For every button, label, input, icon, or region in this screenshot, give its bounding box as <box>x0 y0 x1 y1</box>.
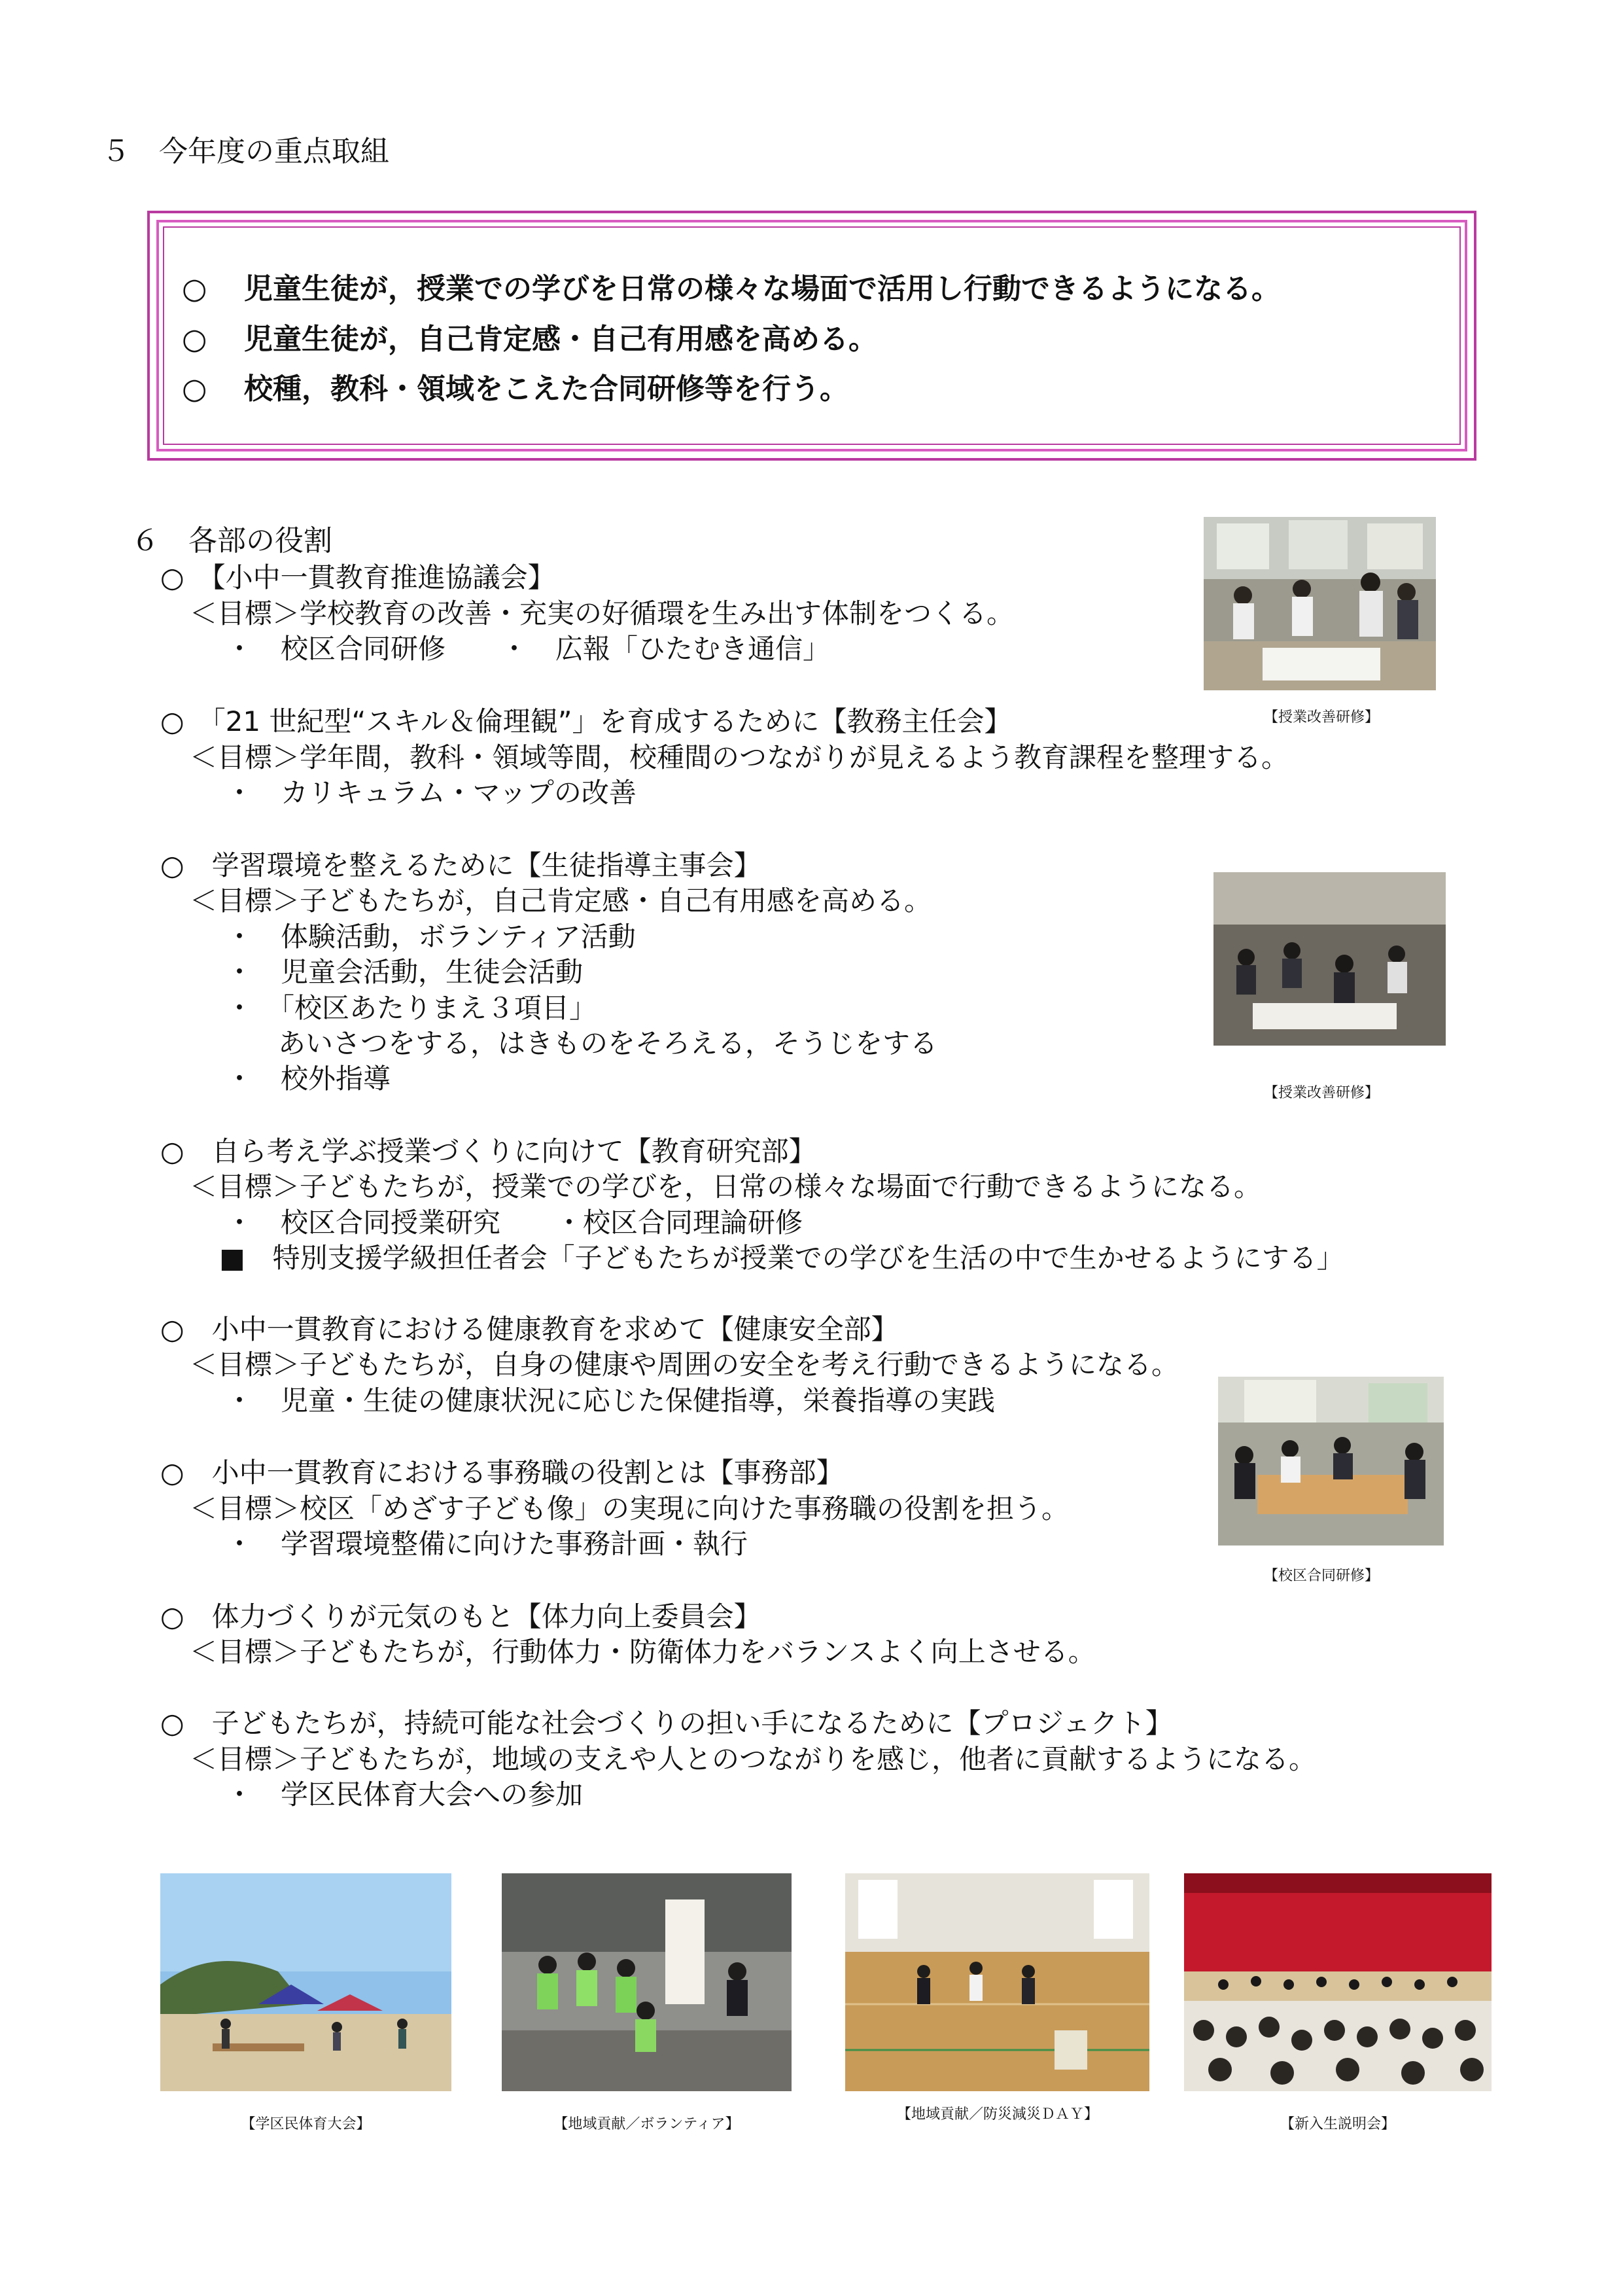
dept-title: ○ 自ら考え学ぶ授業づくりに向けて【教育研究部】 <box>160 1135 816 1167</box>
photo-caption: 【学区民体育大会】 <box>241 2116 371 2132</box>
training-photo <box>1204 517 1436 690</box>
dept-title: ○ 学習環境を整えるために【生徒指導主事会】 <box>160 849 761 881</box>
dept-bullet: ・ 学習環境整備に向けた事務計画・執行 <box>226 1528 748 1560</box>
photo-caption: 【授業改善研修】 <box>1263 1085 1379 1101</box>
photo-caption: 【地域貢献／防災減災ＤＡＹ】 <box>896 2106 1098 2123</box>
goal-item: ○ 校種，教科・領域をこえた合同研修等を行う。 <box>182 372 848 406</box>
dept-bullet: ・ 校区合同研修 ・ 広報「ひたむき通信」 <box>226 633 831 665</box>
dept-bullet: ・ カリキュラム・マップの改善 <box>226 777 637 809</box>
training-photo <box>1213 872 1446 1046</box>
photo-caption: 【校区合同研修】 <box>1263 1568 1379 1584</box>
volunteer-photo <box>502 1873 792 2091</box>
training-photo <box>1218 1377 1444 1545</box>
photo-caption: 【地域貢献／ボランティア】 <box>553 2116 740 2132</box>
section6-heading: ６ 各部の役割 <box>131 524 332 557</box>
orientation-photo <box>1184 1873 1492 2091</box>
dept-title: ○ 体力づくりが元気のもと【体力向上委員会】 <box>160 1600 761 1633</box>
photo-caption: 【新入生説明会】 <box>1280 2116 1395 2132</box>
photo-caption: 【授業改善研修】 <box>1263 709 1379 726</box>
section5-heading: ５ 今年度の重点取組 <box>101 135 389 168</box>
dept-bullet: ・ 学区民体育大会への参加 <box>226 1778 584 1810</box>
disaster-day-photo <box>845 1873 1149 2091</box>
sports-festival-photo <box>160 1873 451 2091</box>
dept-bullet: ・ 児童会活動，生徒会活動 <box>226 956 584 988</box>
dept-title: ○ 「21 世紀型“スキル＆倫理観”」を育成するために【教務主任会】 <box>160 705 1012 737</box>
dept-title: ○ 【小中一貫教育推進協議会】 <box>160 561 555 593</box>
dept-goal: ＜目標＞子どもたちが，授業での学びを，日常の様々な場面で行動できるようになる。 <box>190 1171 1262 1203</box>
dept-bullet: ・ 体験活動，ボランティア活動 <box>226 921 636 953</box>
dept-bullet: ・ 校外指導 <box>226 1063 391 1095</box>
dept-bullet: ・ 児童・生徒の健康状況に応じた保健指導，栄養指導の実践 <box>226 1385 996 1417</box>
dept-title: ○ 子どもたちが，持続可能な社会づくりの担い手になるために【プロジェクト】 <box>160 1707 1173 1739</box>
dept-goal: ＜目標＞学校教育の改善・充実の好循環を生み出す体制をつくる。 <box>190 597 1015 629</box>
goal-item: ○ 児童生徒が，授業での学びを日常の様々な場面で活用し行動できるようになる。 <box>182 272 1280 306</box>
dept-goal: ＜目標＞子どもたちが，行動体力・防衛体力をバランスよく向上させる。 <box>190 1636 1096 1668</box>
dept-goal: ＜目標＞子どもたちが，自身の健康や周囲の安全を考え行動できるようになる。 <box>190 1349 1179 1381</box>
dept-title: ○ 小中一貫教育における事務職の役割とは【事務部】 <box>160 1457 844 1489</box>
dept-goal: ＜目標＞子どもたちが，自己肯定感・自己有用感を高める。 <box>190 885 932 917</box>
dept-bullet-detail: あいさつをする，はきものをそろえる，そうじをする <box>278 1027 938 1059</box>
dept-bullet: ・ 「校区あたりまえ３項目」 <box>226 992 597 1024</box>
dept-goal: ＜目標＞子どもたちが，地域の支えや人とのつながりを感じ，他者に貢献するようになる。 <box>190 1743 1317 1775</box>
goal-item: ○ 児童生徒が，自己肯定感・自己有用感を高める。 <box>182 323 877 356</box>
dept-bullet: ・ 校区合同授業研究 ・校区合同理論研修 <box>226 1207 803 1239</box>
dept-goal: ＜目標＞校区「めざす子ども像」の実現に向けた事務職の役割を担う。 <box>190 1492 1070 1525</box>
dept-title: ○ 小中一貫教育における健康教育を求めて【健康安全部】 <box>160 1313 899 1345</box>
dept-note: ■ 特別支援学級担任者会「子どもたちが授業での学びを生活の中で生かせるようにする」 <box>219 1242 1344 1274</box>
dept-goal: ＜目標＞学年間，教科・領域等間，校種間のつながりが見えるよう教育課程を整理する。 <box>190 741 1289 773</box>
